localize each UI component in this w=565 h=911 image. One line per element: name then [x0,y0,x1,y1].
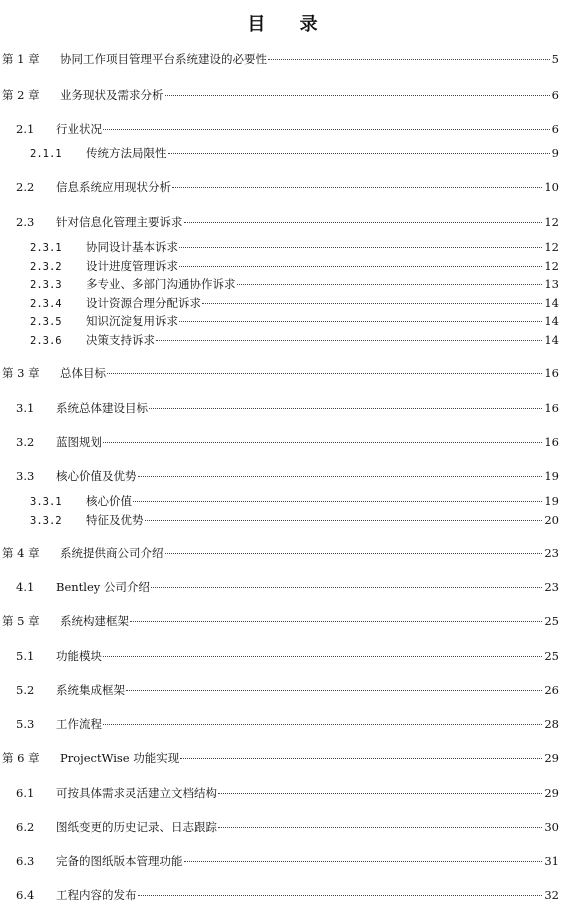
toc-dot-leader [179,266,542,267]
toc-entry-title: 决策支持诉求 [86,333,155,347]
toc-entry-number: 5.1 [16,649,35,663]
toc-entry-page: 9 [551,146,559,160]
toc-entry-page: 28 [544,717,559,731]
toc-entry-number: 3.3.1 [30,496,62,508]
toc-entry[interactable] [0,314,559,329]
toc-entry-page: 16 [544,435,559,449]
toc-entry[interactable] [0,513,559,528]
toc-entry-number: 2.3.2 [30,261,62,273]
toc-entry[interactable] [0,820,559,834]
toc-entry-title: 设计进度管理诉求 [86,259,178,273]
toc-entry[interactable] [0,786,559,800]
toc-dot-leader [138,895,543,896]
toc-entry-title: 设计资源合理分配诉求 [86,296,201,310]
toc-dot-leader [145,520,543,521]
toc-dot-leader [179,321,542,322]
toc-dot-leader [165,553,543,554]
toc-entry-page: 14 [544,314,559,328]
toc-entry-number: 5.3 [16,717,35,731]
toc-entry-number: 第 1 章 [2,52,40,66]
toc-entry-number: 2.3.5 [30,316,62,328]
toc-entry[interactable] [0,717,559,731]
toc-entry-title: 核心价值及优势 [56,469,137,483]
toc-dot-leader [184,222,543,223]
toc-dot-leader [237,284,543,285]
toc-entry[interactable] [0,888,559,902]
toc-dot-leader [103,656,542,657]
toc-entry-number: 2.3.3 [30,279,62,291]
toc-dot-leader [103,724,542,725]
toc-entry[interactable] [0,649,559,663]
toc-entry-title: 工程内容的发布 [56,888,137,902]
toc-entry-number: 3.2 [16,435,35,449]
toc-entry[interactable] [0,146,559,161]
toc-entry-page: 5 [551,52,559,66]
toc-entry-page: 14 [544,296,559,310]
toc-dot-leader [218,793,542,794]
toc-entry-page: 23 [544,546,559,560]
toc-entry-number: 3.3.2 [30,515,62,527]
toc-entry[interactable] [0,401,559,415]
toc-entry-page: 16 [544,401,559,415]
toc-dot-leader [151,587,542,588]
toc-entry-title: 信息系统应用现状分析 [56,180,171,194]
toc-entry-page: 13 [544,277,559,291]
toc-entry-number: 2.1 [16,122,35,136]
toc-entry-number: 5.2 [16,683,35,697]
toc-entry-title: 工作流程 [56,717,102,731]
toc-entry-title: 知识沉淀复用诉求 [86,314,178,328]
toc-entry-title: 传统方法局限性 [86,146,167,160]
toc-dot-leader [130,621,542,622]
toc-entry-number: 第 6 章 [2,751,40,765]
toc-entry-page: 30 [544,820,559,834]
toc-entry-number: 2.3 [16,215,35,229]
toc-entry-number: 6.1 [16,786,35,800]
toc-entry[interactable] [0,240,559,255]
toc-entry-page: 14 [544,333,559,347]
toc-entry-title: 系统构建框架 [60,614,129,628]
toc-entry-title: 特征及优势 [86,513,144,527]
toc-entry-number: 第 5 章 [2,614,40,628]
toc-entry-page: 12 [544,259,559,273]
toc-entry-number: 3.3 [16,469,35,483]
toc-entry-page: 19 [544,494,559,508]
toc-entry-page: 32 [544,888,559,902]
toc-entry[interactable] [0,333,559,348]
toc-entry-title: 功能模块 [56,649,102,663]
toc-entry-page: 29 [544,786,559,800]
toc-entry-title: 完备的图纸版本管理功能 [56,854,183,868]
toc-entry-title: ProjectWise 功能实现 [60,751,180,765]
toc-entry-title: 针对信息化管理主要诉求 [56,215,183,229]
toc-title: 目 录 [247,14,332,35]
toc-entry-number: 6.2 [16,820,35,834]
toc-entry-page: 6 [551,122,559,136]
toc-entry-number: 3.1 [16,401,35,415]
toc-entry-page: 31 [544,854,559,868]
toc-dot-leader [168,153,550,154]
toc-entry-page: 26 [544,683,559,697]
toc-dot-leader [218,827,542,828]
toc-entry-page: 12 [544,215,559,229]
toc-entry-title: 协同设计基本诉求 [86,240,178,254]
toc-entry-title: 行业状况 [56,122,102,136]
toc-entry[interactable] [0,751,559,765]
toc-entry-title: 蓝图规划 [56,435,102,449]
toc-dot-leader [133,501,542,502]
toc-dot-leader [103,442,542,443]
toc-entry[interactable] [0,435,559,449]
toc-entry[interactable] [0,469,559,483]
toc-dot-leader [202,303,542,304]
toc-entry-title: 核心价值 [86,494,132,508]
toc-entry-number: 4.1 [16,580,35,594]
toc-dot-leader [156,340,542,341]
toc-entry-title: 协同工作项目管理平台系统建设的必要性 [60,52,267,66]
toc-dot-leader [180,758,542,759]
toc-entry-page: 12 [544,240,559,254]
toc-entry-title: 可按具体需求灵活建立文档结构 [56,786,217,800]
toc-entry[interactable] [0,215,559,229]
toc-entry-number: 第 4 章 [2,546,40,560]
toc-entry[interactable] [0,546,559,560]
toc-entry-number: 2.2 [16,180,35,194]
toc-entry[interactable] [0,277,559,292]
toc-entry-number: 第 3 章 [2,366,40,380]
toc-dot-leader [107,373,542,374]
toc-entry-page: 20 [544,513,559,527]
toc-dot-leader [126,690,542,691]
toc-entry[interactable] [0,259,559,274]
toc-entry[interactable] [0,854,559,868]
toc-entry[interactable] [0,52,559,66]
toc-entry-title: 多专业、多部门沟通协作诉求 [86,277,236,291]
toc-entry-number: 2.3.1 [30,242,62,254]
toc-dot-leader [184,861,543,862]
toc-dot-leader [103,129,550,130]
toc-entry-title: 总体目标 [60,366,106,380]
toc-dot-leader [138,476,543,477]
toc-entry-number: 6.4 [16,888,35,902]
toc-entry[interactable] [0,366,559,380]
toc-entry-title: 系统集成框架 [56,683,125,697]
toc-entry-title: 业务现状及需求分析 [60,88,164,102]
toc-entry[interactable] [0,88,559,102]
toc-entry-page: 16 [544,366,559,380]
toc-entry-number: 2.3.6 [30,335,62,347]
toc-entry-page: 10 [544,180,559,194]
toc-entry-number: 2.1.1 [30,148,62,160]
toc-entry-title: 图纸变更的历史记录、日志跟踪 [56,820,217,834]
toc-dot-leader [165,95,550,96]
toc-entry-number: 6.3 [16,854,35,868]
toc-dot-leader [179,247,542,248]
toc-entry-page: 19 [544,469,559,483]
toc-dot-leader [172,187,542,188]
toc-entry-number: 第 2 章 [2,88,40,102]
toc-entry[interactable] [0,296,559,311]
toc-entry-title: 系统总体建设目标 [56,401,148,415]
toc-dot-leader [149,408,542,409]
toc-entry[interactable] [0,580,559,594]
toc-entry-page: 6 [551,88,559,102]
toc-entry-title: 系统提供商公司介绍 [60,546,164,560]
toc-entry-page: 23 [544,580,559,594]
toc-dot-leader [268,59,550,60]
toc-entry-page: 25 [544,614,559,628]
toc-entry[interactable] [0,180,559,194]
toc-entry[interactable] [0,683,559,697]
toc-entry[interactable] [0,614,559,628]
toc-entry-page: 29 [544,751,559,765]
toc-entry-page: 25 [544,649,559,663]
toc-entry[interactable] [0,494,559,509]
toc-entry[interactable] [0,122,559,136]
toc-entry-title: Bentley 公司介绍 [56,580,150,594]
toc-entry-number: 2.3.4 [30,298,62,310]
